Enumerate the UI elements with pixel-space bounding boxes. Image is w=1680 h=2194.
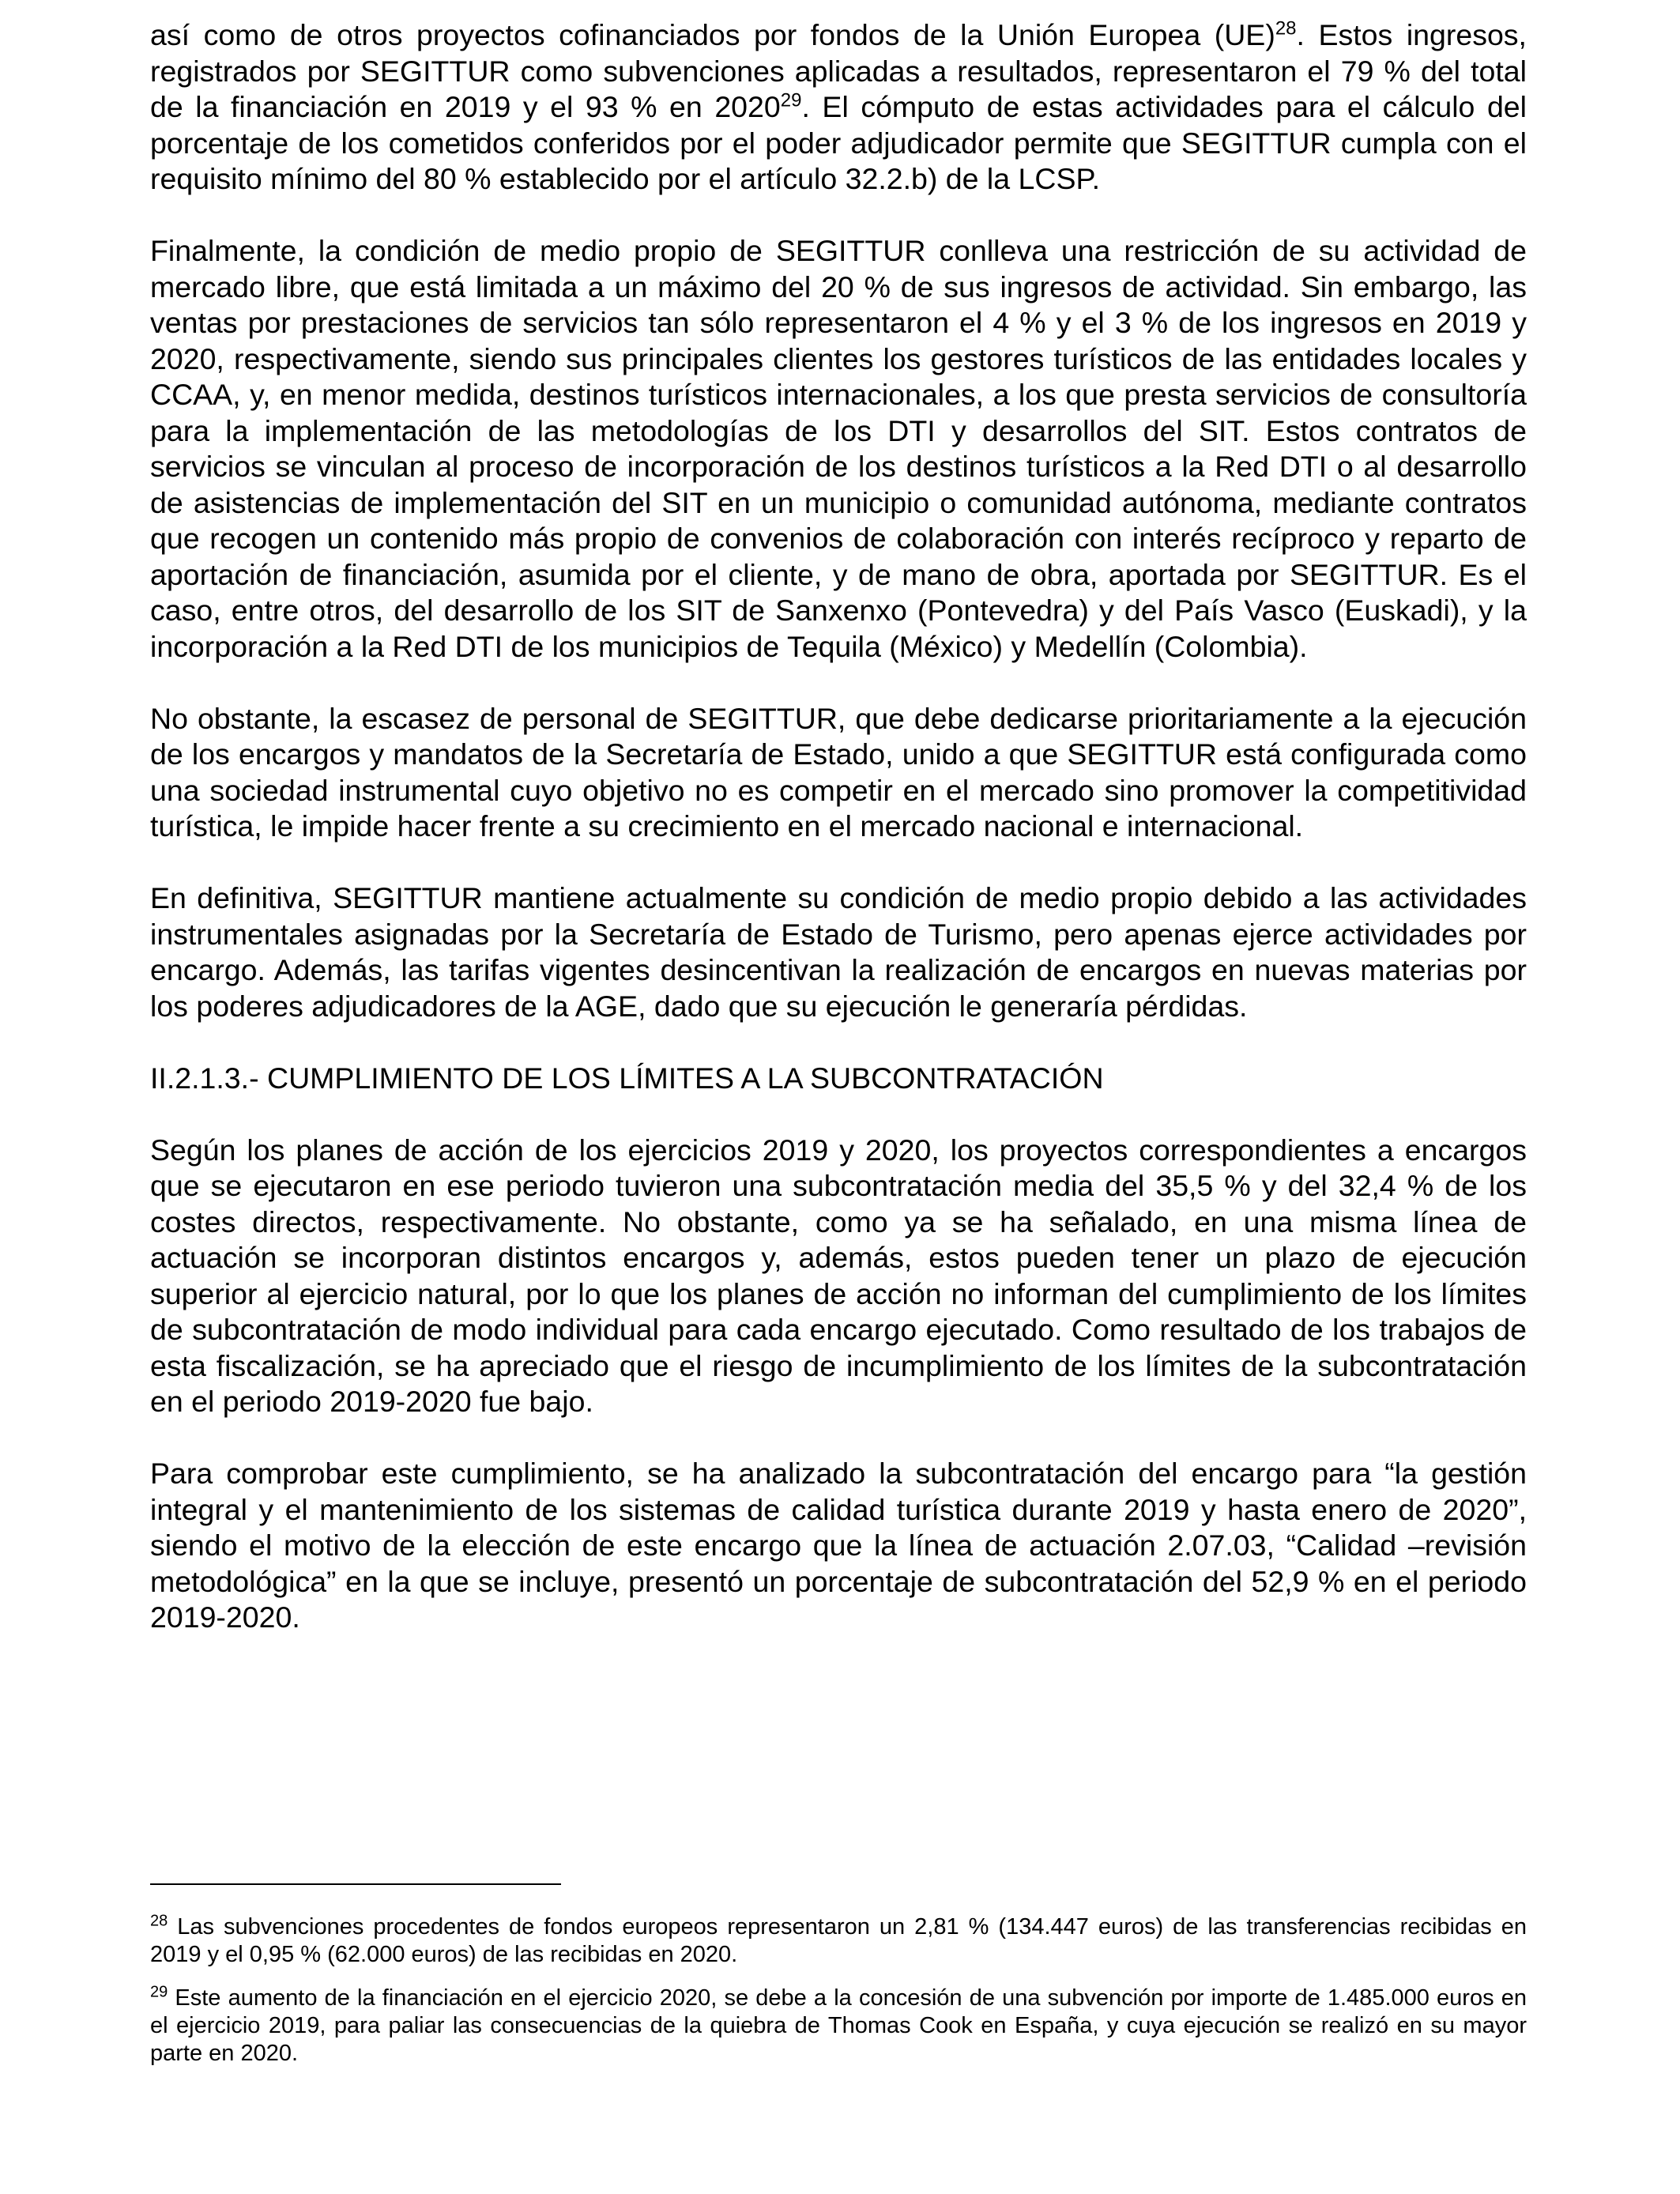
- paragraph-free-market-activity: Finalmente, la condición de medio propio de SEGITTUR conlleva una restricción de su actividad de mercado libre, que está limitada a un máximo del 20 % de sus ingresos de actividad. Sin embargo, las ventas por prestaciones de servicios tan sólo representaron el 4 % y el 3 % de los ingresos en 2019 y 2020, respectivamente, siendo sus principales clientes los gestores turísticos de las entidades locales y CCAA, y, en menor medida, destinos turísticos internacionales, a los que presta servicios de consultoría para la implementación de las metodologías de los DTI y desarrollos del SIT. Estos contratos de servicios se vinculan al proceso de incorporación de los destinos turísticos a la Red DTI o al desarrollo de asistencias de implementación del SIT en un municipio o comunidad autónoma, mediante contratos que recogen un contenido más propio de convenios de colaboración con interés recíproco y reparto de aportación de financiación, asumida por el cliente, y de mano de obra, aportada por SEGITTUR. Es el caso, entre otros, del desarrollo de los SIT de Sanxenxo (Pontevedra) y del País Vasco (Euskadi), y la incorporación a la Red DTI de los municipios de Tequila (México) y Medellín (Colombia).: [150, 234, 1527, 663]
- paragraph-conclusion: En definitiva, SEGITTUR mantiene actualmente su condición de medio propio debido a las actividades instrumentales asignadas por la Secretaría de Estado de Turismo, pero apenas ejerce actividades por encargo. Además, las tarifas vigentes desincentivan la realización de encargos en nuevas materias por los poderes adjudicadores de la AGE, dado que su ejecución le generaría pérdidas.: [150, 881, 1527, 1023]
- paragraph-text: . Estos ingresos, registrados por SEGITTUR como subvenciones aplicadas a resultados, representaron el 79 % del total de la financiación en 2019 y el 93 % en 2020: [150, 18, 1527, 123]
- footnote-number: 28: [150, 1912, 168, 1930]
- document-body: [150, 17, 1527, 1636]
- footnote-reference-28[interactable]: 28: [1275, 17, 1297, 40]
- paragraph-subcontracting-plans: Según los planes de acción de los ejercicios 2019 y 2020, los proyectos correspondientes a encargos que se ejecutaron en ese periodo tuvieron una subcontratación media del 35,5 % y del 32,4 % de los costes directos, respectivamente. No obstante, como ya se ha señalado, en una misma línea de actuación se incorporan distintos encargos y, además, estos pueden tener un plazo de ejecución superior al ejercicio natural, por lo que los planes de acción no informan del cumplimiento de los límites de subcontratación de modo individual para cada encargo ejecutado. Como resultado de los trabajos de esta fiscalización, se ha apreciado que el riesgo de incumplimiento de los límites de la subcontratación en el periodo 2019-2020 fue bajo.: [150, 1133, 1527, 1418]
- footnotes-section: [150, 1883, 1527, 2068]
- section-heading: II.2.1.3.- CUMPLIMIENTO DE LOS LÍMITES A LA SUBCONTRATACIÓN: [150, 1061, 1104, 1095]
- footnote-text: Las subvenciones procedentes de fondos europeos representaron un 2,81 % (134.447 euros) de las transferencias recibidas en 2019 y el 0,95 % (62.000 euros) de las recibidas en 2020.: [150, 1914, 1527, 1967]
- footnote-text: Este aumento de la financiación en el ejercicio 2020, se debe a la concesión de una subvención por importe de 1.485.000 euros en el ejercicio 2019, para paliar las consecuencias de la quiebra de Thomas Cook en España, y cuya ejecución se realizó en su mayor parte en 2020.: [150, 1985, 1527, 2066]
- paragraph-staff-shortage: No obstante, la escasez de personal de SEGITTUR, que debe dedicarse prioritariamente a la ejecución de los encargos y mandatos de la Secretaría de Estado, unido a que SEGITTUR está configurada como una sociedad instrumental cuyo objetivo no es competir en el mercado sino promover la competitividad turística, le impide hacer frente a su crecimiento en el mercado nacional e internacional.: [150, 701, 1527, 843]
- paragraph-subcontracting-analysis: Para comprobar este cumplimiento, se ha analizado la subcontratación del encargo para “la gestión integral y el mantenimiento de los sistemas de calidad turística durante 2019 y hasta enero de 2020”, siendo el motivo de la elección de este encargo que la línea de actuación 2.07.03, “Calidad –revisión metodológica” en la que se incluye, presentó un porcentaje de subcontratación del 52,9 % en el periodo 2019-2020.: [150, 1457, 1527, 1634]
- footnote-number: 29: [150, 1983, 168, 2001]
- footnote-reference-29[interactable]: 29: [780, 89, 802, 111]
- paragraph-funding-sources: [150, 17, 1527, 198]
- footnote-28: [150, 1913, 1527, 1969]
- paragraph-text: . El cómputo de estas actividades para el cálculo del porcentaje de los cometidos conferidos por el poder adjudicador permite que SEGITTUR cumpla con el requisito mínimo del 80 % establecido por el artículo 32.2.b) de la LCSP.: [150, 90, 1527, 195]
- footnote-29: [150, 1985, 1527, 2068]
- footnote-divider: [150, 1883, 561, 1885]
- paragraph-text: así como de otros proyectos cofinanciados por fondos de la Unión Europea (UE): [150, 18, 1275, 51]
